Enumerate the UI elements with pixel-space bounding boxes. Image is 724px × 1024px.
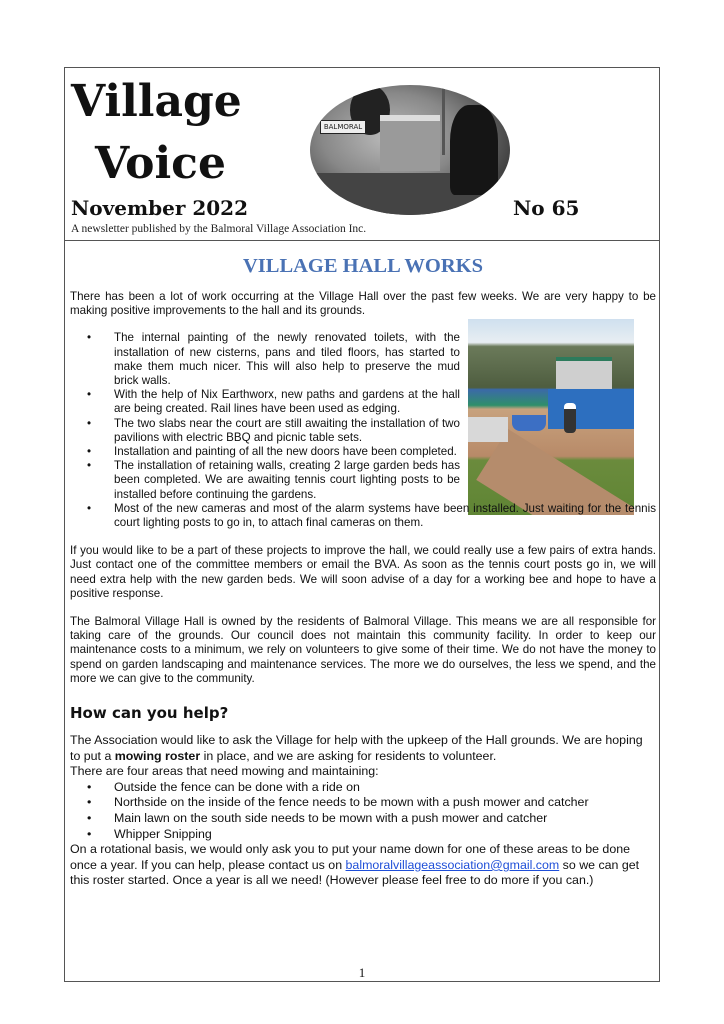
list-item: • Most of the new cameras and most of the alarm systems have been installed. Just waiting for the tennis court lighting posts to go in, to attach final cameras on them.	[114, 502, 656, 530]
list-item: • The internal painting of the newly renovated toilets, with the installation of new cisterns, pans and tiled floors, has started to make them much nicer. This will also help to preserve the mud brick walls.	[114, 331, 460, 388]
ownership-paragraph: The Balmoral Village Hall is owned by the residents of Balmoral Village. This means we are all responsible for taking care of the grounds. Our council does not maintain this community facility. In order to keep our maintenance costs to a minimum, we rely on volunteers to give some of their time. We do not have the money to spend on garden landscaping and maintenance services. The more we do ourselves, the less we spend, and the more we can give to the community.	[70, 615, 656, 685]
list-item: • Outside the fence can be done with a ride on	[114, 780, 656, 796]
help-section-body	[70, 733, 656, 889]
article-content	[70, 251, 656, 889]
list-item: • Main lawn on the south side needs to be mown with a push mower and catcher	[114, 811, 656, 827]
photo-station-shed	[380, 115, 440, 171]
photo-worker	[564, 403, 576, 433]
photo-pole	[442, 85, 445, 155]
photo-shelter	[556, 357, 612, 391]
help-paragraph: If you would like to be a part of these projects to improve the hall, we could really use a few pairs of extra hands. Just contact one of the committee members or email the BVA. As soon as the tennis court posts go in, we will need extra help with the new garden beds. We will soon advise of a day for a working bee and hope to have a positive response.	[70, 544, 656, 600]
roster-intro-text: The Association would like to ask the Village for help with the upkeep of the Hall grounds. We are hoping to put a	[70, 733, 643, 763]
tagline: A newsletter published by the Balmoral Village Association Inc.	[71, 223, 367, 235]
article-title: VILLAGE HALL WORKS	[243, 255, 483, 277]
closing-text-end: so we can get this roster started. Once a year is all we need! (However please feel free to do more if you can.)	[70, 857, 640, 888]
photo-train	[450, 105, 498, 195]
article-intro: There has been a lot of work occurring at the Village Hall over the past few weeks. We are very happy to be making positive improvements to the hall and its grounds.	[70, 290, 656, 318]
masthead	[65, 68, 659, 241]
page-number: 1	[358, 965, 366, 980]
photo-station-sign: BALMORAL	[320, 120, 366, 134]
photo-tennis-court	[548, 389, 634, 429]
list-item: • The installation of retaining walls, creating 2 large garden beds has been completed. We are awaiting tennis court lighting posts to be installed before continuing the gardens.	[114, 459, 460, 502]
list-item: • Whipper Snipping	[114, 827, 656, 843]
mowing-roster-emphasis: mowing roster	[114, 748, 201, 763]
roster-intro-text-end: in place, and we are asking for residents to volunteer.	[200, 748, 497, 763]
list-item: • Installation and painting of all the new doors have been completed.	[114, 445, 460, 459]
newsletter-title-line2: Voice	[95, 138, 226, 189]
help-section-title: How can you help?	[70, 704, 229, 723]
list-item: • The two slabs near the court are still awaiting the installation of two pavilions with electric BBQ and picnic table sets.	[114, 417, 460, 445]
photo-slab	[468, 417, 508, 442]
newsletter-page	[64, 67, 660, 982]
photo-wheelbarrow	[512, 415, 546, 431]
mowing-areas-list	[70, 780, 656, 842]
issue-number: No 65	[513, 196, 580, 220]
issue-date: November 2022	[71, 196, 249, 220]
railway-station-photo	[310, 85, 510, 215]
closing-paragraph	[70, 842, 656, 889]
areas-intro: There are four areas that need mowing and maintaining:	[70, 764, 379, 779]
roster-intro	[70, 733, 656, 764]
email-link[interactable]: balmoralvillageassociation@gmail.com	[345, 857, 560, 872]
list-item: • Northside on the inside of the fence needs to be mown with a push mower and catcher	[114, 795, 656, 811]
list-item: • With the help of Nix Earthworx, new paths and gardens at the hall are being created. Rail lines have been used as edging.	[114, 388, 460, 416]
hall-works-photo	[468, 319, 634, 515]
newsletter-title-line1: Village	[71, 76, 242, 127]
closing-text: On a rotational basis, we would only ask you to put your name down for one of these areas to be done once a year. If you can help, please contact us on	[70, 842, 630, 872]
